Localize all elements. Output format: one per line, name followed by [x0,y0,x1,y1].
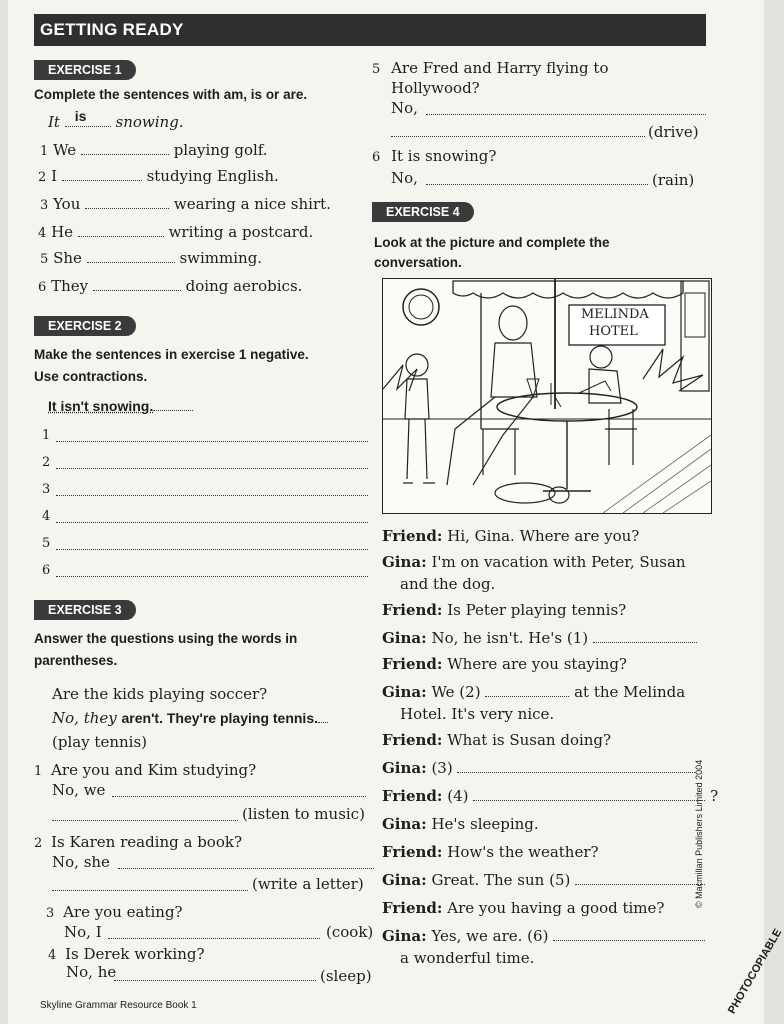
exercise-4-instruction-line1: Look at the picture and complete the [374,235,610,250]
dialogue-text: (4) [447,787,469,805]
speaker-label: Friend: [382,601,443,619]
dialogue-line [382,552,686,572]
exercise-3-example-answer [52,708,328,728]
dialogue-line [400,704,554,724]
worksheet-page [8,0,784,1024]
question-text: Are Fred and Harry flying to [391,59,609,77]
dialogue-line [400,574,495,594]
speaker-label: Gina: [382,815,427,833]
question-text: It is snowing? [391,147,497,165]
speaker-label: Friend: [382,787,443,805]
exercise-3-q6-answer: No, [391,169,418,187]
item-rest: swimming. [179,249,263,267]
item-number: 4 [38,226,47,241]
answer-blank[interactable] [426,114,706,115]
line-number: 6 [42,563,51,578]
answer-blank[interactable] [114,980,316,981]
book-footer: Skyline Grammar Resource Book 1 [40,1000,197,1011]
answer-blank[interactable] [426,184,648,185]
dialogue-text: We (2) [431,683,481,701]
item-number: 1 [40,144,49,159]
speaker-label: Friend: [382,655,443,673]
answer-blank[interactable] [93,276,181,291]
answer-blank[interactable] [78,222,164,237]
line-number: 2 [42,455,51,470]
answer-blank[interactable] [112,796,366,797]
dialogue-line [382,898,664,918]
item-rest: playing golf. [173,141,268,159]
line-number: 5 [42,536,51,551]
item-subject: I [51,167,57,185]
dialogue-line [382,600,626,620]
exercise-3-q5 [372,58,608,80]
answer-blank[interactable] [56,576,368,577]
exercise-3-q1-hint: (listen to music) [242,805,365,823]
item-subject: We [53,141,77,159]
dialogue-text: Yes, we are. (6) [431,927,549,945]
speaker-label: Gina: [382,759,427,777]
dialogue-text: a wonderful time. [400,949,535,967]
answer-blank[interactable] [87,248,175,263]
example-answer: It isn't snowing. [48,398,154,414]
answer-blank[interactable] [56,468,368,469]
line-number: 1 [42,428,51,443]
answer-blank[interactable] [56,522,368,523]
item-rest: studying English. [146,167,279,185]
exercise-1-item [40,140,268,162]
dialogue-line [400,948,534,968]
answer-blank[interactable] [118,868,374,869]
example-answer: aren't. They're playing tennis. [121,710,319,726]
exercise-3-q3-hint: (cook) [326,923,374,941]
item-rest: doing aerobics. [185,277,303,295]
exercise-3-q5-answer: No, [391,99,418,117]
exercise-3-q1-answer: No, we [52,781,106,799]
dialogue-line [382,814,539,834]
speaker-label: Friend: [382,527,443,545]
exercise-2-instruction-line2: Use contractions. [34,369,148,384]
example-blank [318,708,328,723]
exercise-3-q2 [34,832,242,854]
answer-blank[interactable] [593,628,697,643]
photocopiable-stamp: PHOTOCOPIABLE [726,927,784,1016]
dialogue-text: What is Susan doing? [447,731,612,749]
exercise-1-item [38,166,279,188]
dialogue-line [382,870,705,890]
dialogue-line [382,926,705,946]
speaker-label: Gina: [382,871,427,889]
hotel-sign-line2: HOTEL [589,324,638,339]
section-banner [34,14,706,46]
speaker-label: Friend: [382,899,443,917]
question-number: 1 [34,764,43,779]
answer-blank[interactable] [62,166,142,181]
exercise-1-item [38,222,313,244]
exercise-4-badge: EXERCISE 4 [372,202,474,222]
question-number: 6 [372,150,381,165]
speaker-label: Gina: [382,927,427,945]
example-text: It [48,113,60,131]
dialogue-line [382,682,685,702]
question-text: Are you eating? [63,903,183,921]
dialogue-text: Hotel. It's very nice. [400,705,555,723]
dialogue-line [382,786,718,806]
answer-blank[interactable] [391,136,645,137]
question-number: 3 [46,906,55,921]
dialogue-line [382,842,599,862]
exercise-3-q6-hint: (rain) [652,171,695,189]
exercise-3-q2-hint: (write a letter) [252,875,364,893]
question-mark: ? [710,787,719,805]
dialogue-text: Hi, Gina. Where are you? [447,527,640,545]
speaker-label: Friend: [382,843,443,861]
item-rest: wearing a nice shirt. [173,195,331,213]
item-number: 5 [40,252,49,267]
question-text: Is Derek working? [65,945,205,963]
exercise-3-example-hint: (play tennis) [52,733,148,751]
item-subject: She [53,249,82,267]
exercise-3-q3-answer: No, I [64,923,102,941]
exercise-1-item [40,194,331,216]
answer-blank[interactable] [457,758,695,773]
hotel-cafe-illustration [382,278,712,514]
dialogue-line [382,758,695,778]
dialogue-text: I'm on vacation with Peter, Susan [431,553,686,571]
answer-blank[interactable] [473,786,705,801]
item-number: 6 [38,280,47,295]
question-number: 5 [372,62,381,77]
dialogue-text: Where are you staying? [447,655,627,673]
item-rest: writing a postcard. [168,223,314,241]
exercise-3-example-question: Are the kids playing soccer? [52,685,268,703]
copyright-notice: © Macmillan Publishers Limited 2004 [694,759,704,908]
question-text: Is Karen reading a book? [51,833,243,851]
question-number: 4 [48,948,57,963]
answer-blank[interactable] [52,820,238,821]
exercise-3-q5-hint: (drive) [648,123,699,141]
answer-blank[interactable] [52,890,248,891]
exercise-1-item [38,276,302,298]
example-blank [65,108,111,127]
exercise-1-example [48,108,184,132]
dialogue-line [382,730,611,750]
item-number: 3 [40,198,49,213]
answer-blank[interactable] [553,926,705,941]
answer-blank[interactable] [485,682,569,697]
question-text: Are you and Kim studying? [51,761,257,779]
item-number: 2 [38,170,47,185]
dialogue-text: Great. The sun (5) [431,871,571,889]
dialogue-text: Is Peter playing tennis? [447,601,627,619]
line-number: 3 [42,482,51,497]
dialogue-text: No, he isn't. He's (1) [431,629,589,647]
example-blank [153,396,193,411]
dialogue-text: at the Melinda [574,683,686,701]
answer-blank[interactable] [56,495,368,496]
answer-prefix: No, they [52,709,117,727]
exercise-3-q4-hint: (sleep) [320,967,372,985]
exercise-3-instruction-line1: Answer the questions using the words in [34,631,298,646]
scene-drawing [383,279,711,513]
dialogue-line [382,628,697,648]
dialogue-line [382,654,627,674]
dialogue-text: Are you having a good time? [447,899,665,917]
speaker-label: Friend: [382,731,443,749]
exercise-1-instruction: Complete the sentences with am, is or are. [34,87,308,102]
exercise-3-q4-answer: No, he [66,963,117,981]
item-subject: They [51,277,89,295]
exercise-3-q6 [372,146,496,168]
item-subject: You [53,195,81,213]
answer-blank[interactable] [575,870,705,885]
question-number: 2 [34,836,43,851]
speaker-label: Gina: [382,629,427,647]
item-subject: He [51,223,74,241]
speaker-label: Gina: [382,553,427,571]
section-title: GETTING READY [40,20,184,39]
answer-blank[interactable] [85,194,169,209]
exercise-3-q1 [34,760,256,782]
exercise-2-instruction-line1: Make the sentences in exercise 1 negative. [34,347,309,362]
exercise-1-badge: EXERCISE 1 [34,60,136,80]
exercise-2-example [48,396,193,415]
dialogue-text: How's the weather? [447,843,599,861]
dialogue-text: He's sleeping. [431,815,539,833]
answer-blank[interactable] [108,938,320,939]
line-number: 4 [42,509,51,524]
answer-blank[interactable] [56,549,368,550]
exercise-4-instruction-line2: conversation. [374,255,462,270]
exercise-3-q3 [46,902,183,924]
exercise-3-badge: EXERCISE 3 [34,600,136,620]
exercise-3-q2-answer: No, she [52,853,110,871]
speaker-label: Gina: [382,683,427,701]
dialogue-text: and the dog. [400,575,496,593]
exercise-1-item [40,248,262,270]
exercise-3-instruction-line2: parentheses. [34,653,118,668]
dialogue-text: (3) [431,759,453,777]
hotel-sign-line1: MELINDA [581,307,649,322]
dialogue-line [382,526,639,546]
exercise-3-q5-line2: Hollywood? [391,79,480,97]
example-text: snowing. [115,113,184,131]
answer-blank[interactable] [56,441,368,442]
answer-blank[interactable] [81,140,169,155]
exercise-2-badge: EXERCISE 2 [34,316,136,336]
example-answer: is [74,108,87,124]
